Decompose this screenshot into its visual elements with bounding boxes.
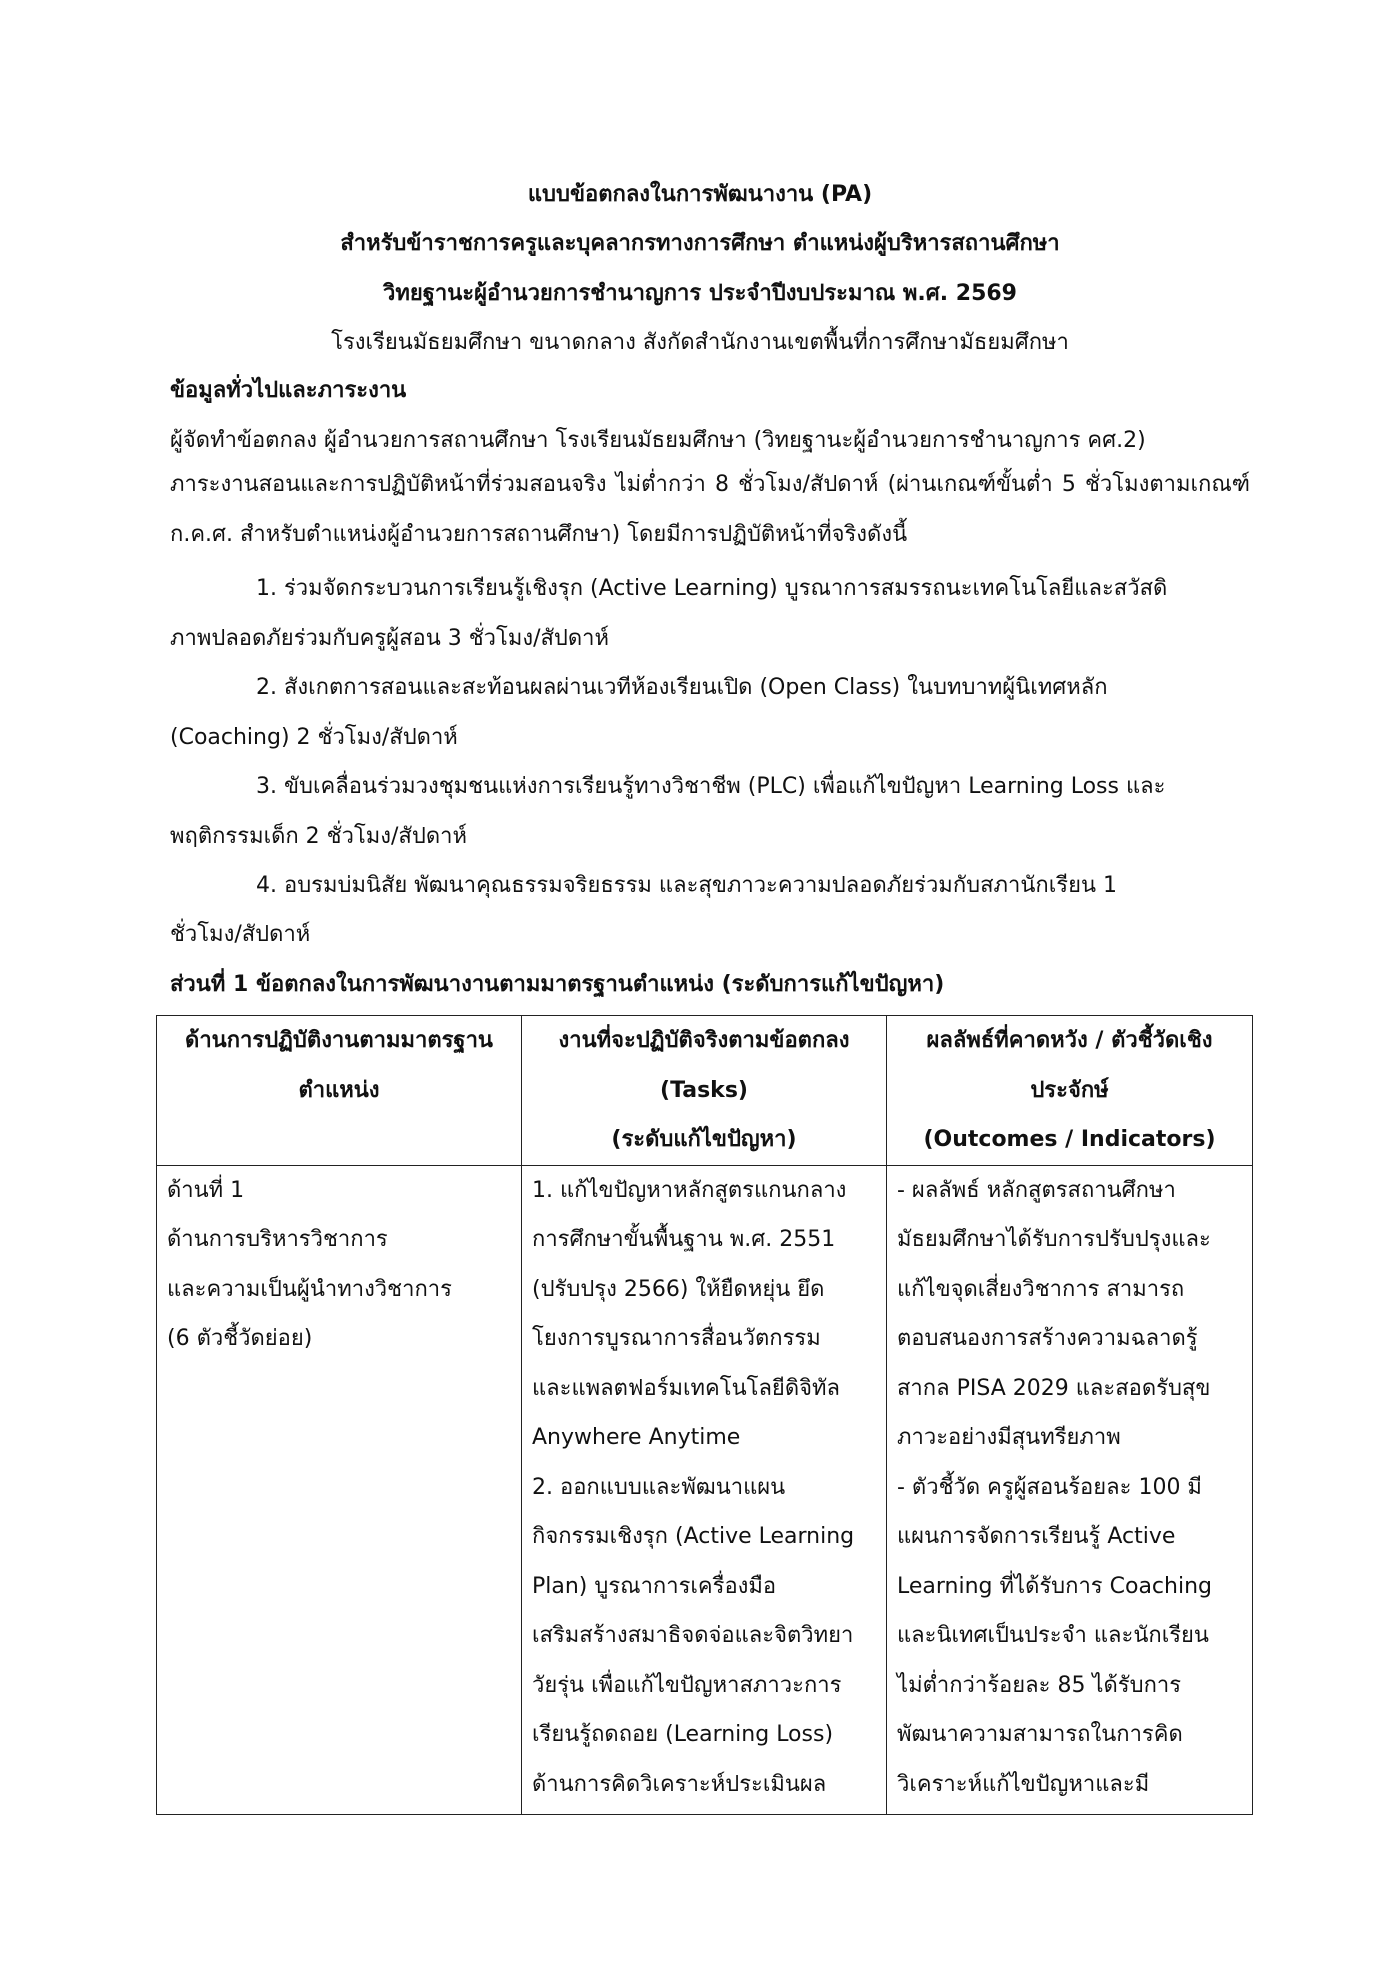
header-cell-line: ประจักษ์ (1030, 1077, 1109, 1103)
cell-line: Anywhere Anytime (532, 1425, 741, 1450)
workload-item-2: 2. สังเกตการสอนและสะท้อนผลผ่านเวทีห้องเรียนเปิด (Open Class) ในบทบาทผู้นิเทศหลัก (256, 675, 1108, 700)
doc-title-line3: วิทยฐานะผู้อำนวยการชำนาญการ ประจำปีงบประมาณ พ.ศ. 2569 (382, 281, 1017, 306)
cell-line: ภาวะอย่างมีสุนทรียภาพ (897, 1425, 1121, 1450)
cell-line: ไม่ต่ำกว่าร้อยละ 85 ได้รับการ (897, 1672, 1182, 1698)
cell-line: เสริมสร้างสมาธิจดจ่อและจิตวิทยา (532, 1623, 854, 1648)
cell-line: โยงการบูรณาการสื่อนวัตกรรม (532, 1326, 821, 1351)
cell-line: วิเคราะห์แก้ไขปัญหาและมี (897, 1771, 1150, 1797)
cell-line: - ผลลัพธ์ หลักสูตรสถานศึกษา (897, 1177, 1176, 1203)
general-workload-paragraph: ภาระงานสอนและการปฏิบัติหน้าที่ร่วมสอนจริง ไม่ต่ำกว่า 8 ชั่วโมง/สัปดาห์ (ผ่านเกณฑ์ขั้นต่ำ 5 ชั่วโมงตามเกณฑ์ ก.ค.ศ. สำหรับตำแหน่งผู้อำนวยการสถานศึกษา) โดยมีการปฏิบัติหน้าที่จริงดังนี้ (170, 472, 1250, 547)
outcomes-cell (887, 1165, 1253, 1814)
cell-line: (ปรับปรุง 2566) ให้ยืดหยุ่น ยึด (532, 1276, 825, 1302)
workload-item-1-cont: ภาพปลอดภัยร่วมกับครูผู้สอน 3 ชั่วโมง/สัปดาห์ (170, 626, 610, 651)
cell-line: เรียนรู้ถดถอย (Learning Loss) (532, 1722, 834, 1747)
cell-line: กิจกรรมเชิงรุก (Active Learning (532, 1524, 855, 1549)
doc-title-line2: สำหรับข้าราชการครูและบุคลากรทางการศึกษา ตำแหน่งผู้บริหารสถานศึกษา (340, 231, 1060, 256)
workload-item-3-cont: พฤติกรรมเด็ก 2 ชั่วโมง/สัปดาห์ (170, 824, 467, 849)
header-cell-line: ตำแหน่ง (298, 1077, 380, 1103)
cell-line: พัฒนาความสามารถในการคิด (897, 1722, 1183, 1747)
cell-line: มัธยมศึกษาได้รับการปรับปรุงและ (897, 1227, 1211, 1252)
header-cell-line: งานที่จะปฏิบัติจริงตามข้อตกลง (558, 1028, 850, 1053)
cell-line: แผนการจัดการเรียนรู้ Active (897, 1524, 1176, 1549)
workload-item-3: 3. ขับเคลื่อนร่วมวงชุมชนแห่งการเรียนรู้ทางวิชาชีพ (PLC) เพื่อแก้ไขปัญหา Learning Loss และ (256, 774, 1166, 799)
cell-line: 1. แก้ไขปัญหาหลักสูตรแกนกลาง (532, 1177, 847, 1203)
general-heading: ข้อมูลทั่วไปและภาระงาน (170, 378, 407, 403)
doc-title: แบบข้อตกลงในการพัฒนางาน (PA) (527, 182, 873, 207)
cell-line: - ตัวชี้วัด ครูผู้สอนร้อยละ 100 มี (897, 1474, 1202, 1500)
header-cell-line: (ระดับแก้ไขปัญหา) (611, 1127, 797, 1152)
workload-item-2-cont: (Coaching) 2 ชั่วโมง/สัปดาห์ (170, 725, 458, 750)
cell-line: Plan) บูรณาการเครื่องมือ (532, 1573, 777, 1599)
header-standards-column (157, 1016, 522, 1166)
header-cell-line: ด้านการปฏิบัติงานตามมาตรฐาน (185, 1028, 493, 1053)
workload-item-4: 4. อบรมบ่มนิสัย พัฒนาคุณธรรมจริยธรรม และสุขภาวะความปลอดภัยร่วมกับสภานักเรียน 1 (256, 873, 1117, 898)
cell-line: ด้านที่ 1 (167, 1177, 245, 1203)
part1-heading: ส่วนที่ 1 ข้อตกลงในการพัฒนางานตามมาตรฐานตำแหน่ง (ระดับการแก้ไขปัญหา) (170, 972, 945, 997)
cell-line: ตอบสนองการสร้างความฉลาดรู้ (897, 1326, 1198, 1351)
pa-agreement-table (156, 1015, 1253, 1815)
cell-line: (6 ตัวชี้วัดย่อย) (167, 1326, 313, 1351)
cell-line: แก้ไขจุดเสี่ยงวิชาการ สามารถ (897, 1276, 1185, 1302)
cell-line: Learning ที่ได้รับการ Coaching (897, 1573, 1212, 1599)
tasks-cell (522, 1165, 887, 1814)
cell-line: สากล PISA 2029 และสอดรับสุข (897, 1375, 1211, 1401)
workload-item-4-cont: ชั่วโมง/สัปดาห์ (170, 922, 311, 947)
table-header-row (157, 1016, 1253, 1166)
header-cell-line: ผลลัพธ์ที่คาดหวัง / ตัวชี้วัดเชิง (926, 1028, 1213, 1053)
header-tasks-column (522, 1016, 887, 1166)
cell-line: และความเป็นผู้นำทางวิชาการ (167, 1276, 452, 1302)
workload-item-1: 1. ร่วมจัดกระบวนการเรียนรู้เชิงรุก (Active Learning) บูรณาการสมรรถนะเทคโนโลยีและสวัสดิ (256, 576, 1168, 601)
cell-line: และนิเทศเป็นประจำ และนักเรียน (897, 1623, 1209, 1648)
cell-line: 2. ออกแบบและพัฒนาแผน (532, 1474, 786, 1500)
header-cell-line: (Tasks) (660, 1077, 748, 1103)
general-author-line: ผู้จัดทำข้อตกลง ผู้อำนวยการสถานศึกษา โรงเรียนมัธยมศึกษา (วิทยฐานะผู้อำนวยการชำนาญการ คศ.2) (170, 428, 1146, 453)
header-cell-line: (Outcomes / Indicators) (923, 1127, 1216, 1152)
cell-line: ด้านการบริหารวิชาการ (167, 1227, 388, 1252)
cell-line: วัยรุ่น เพื่อแก้ไขปัญหาสภาวะการ (532, 1672, 842, 1698)
cell-line: การศึกษาขั้นพื้นฐาน พ.ศ. 2551 (532, 1227, 836, 1252)
doc-subtitle: โรงเรียนมัธยมศึกษา ขนาดกลาง สังกัดสำนักงานเขตพื้นที่การศึกษามัธยมศึกษา (331, 330, 1069, 355)
cell-line: และแพลตฟอร์มเทคโนโลยีดิจิทัล (532, 1375, 840, 1401)
cell-line: ด้านการคิดวิเคราะห์ประเมินผล (532, 1771, 827, 1797)
standards-cell (157, 1165, 522, 1814)
header-outcomes-column (887, 1016, 1253, 1166)
table-row (157, 1165, 1253, 1814)
